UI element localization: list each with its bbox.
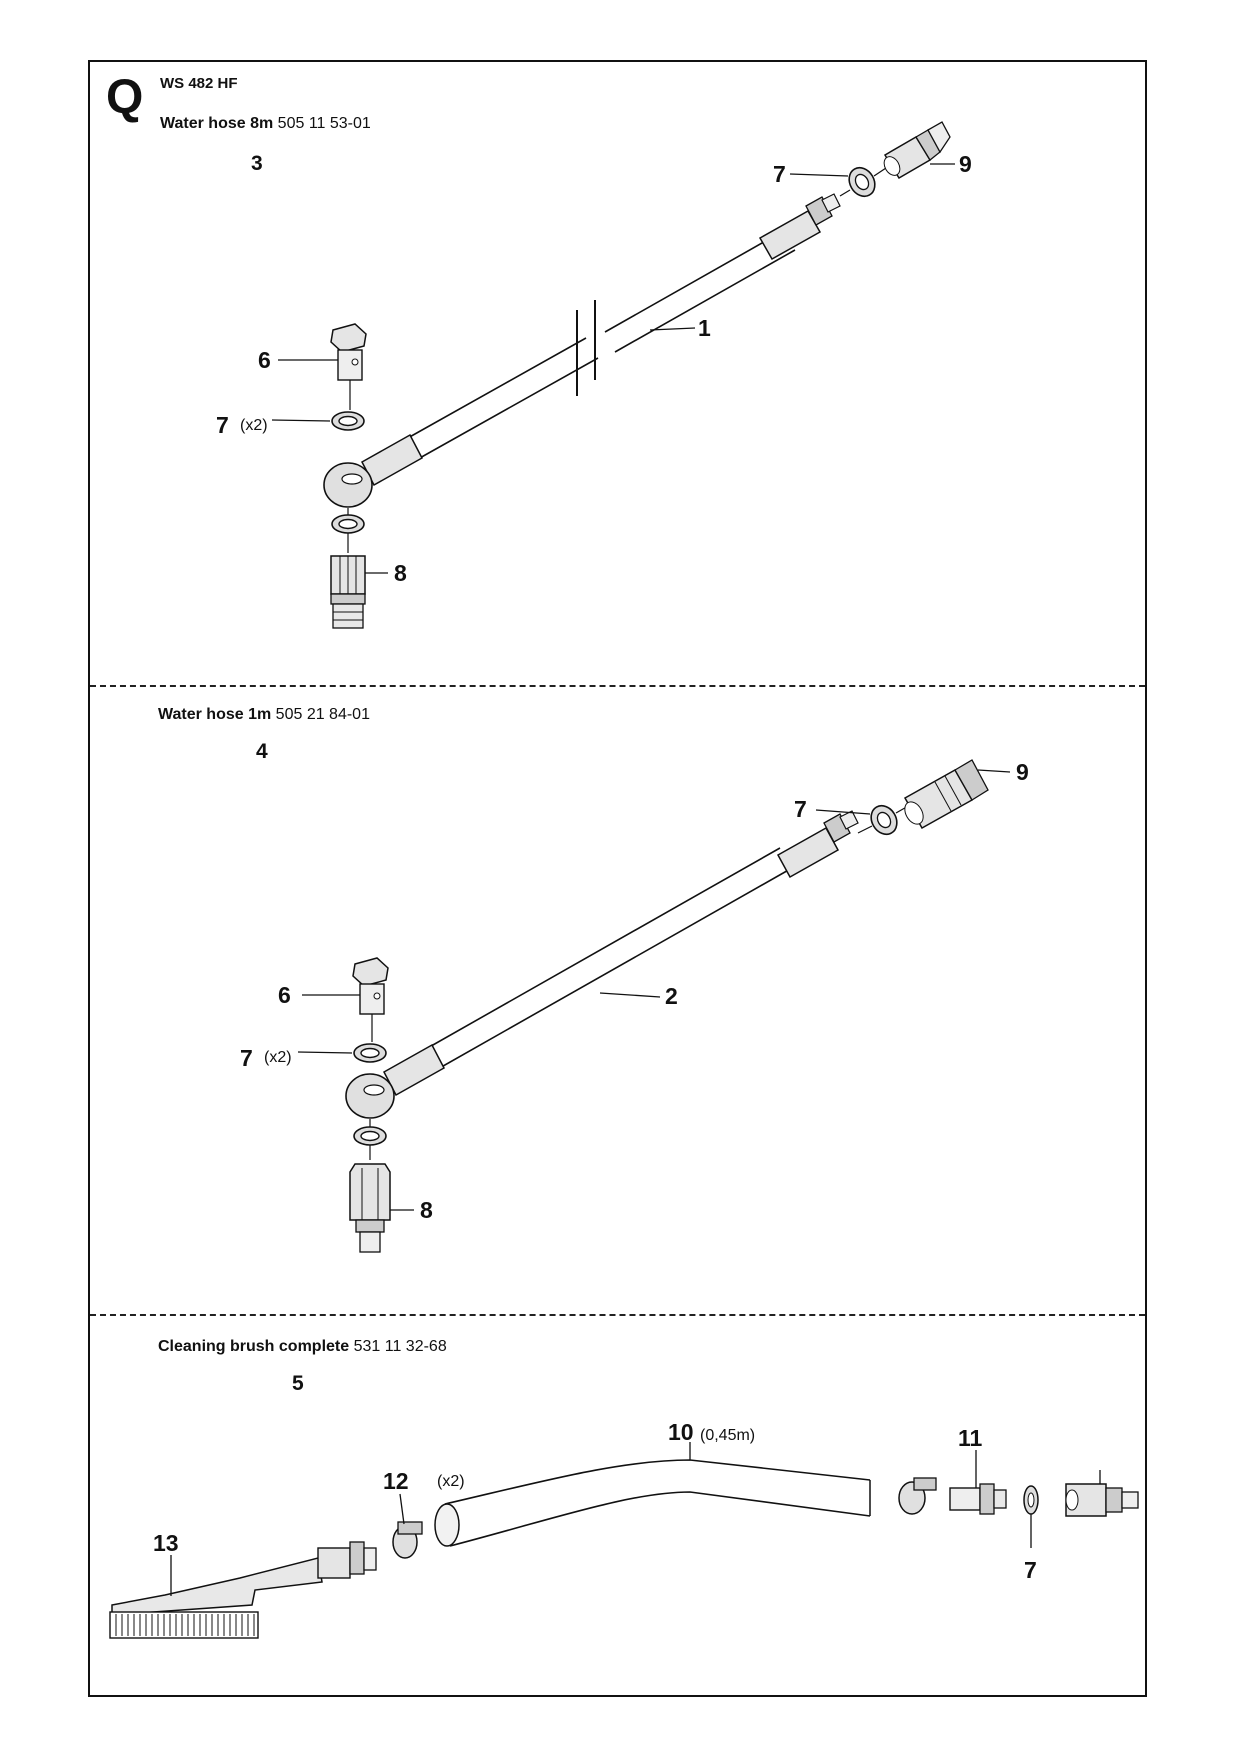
quick-coupling-part — [901, 760, 988, 828]
callout-quantity: (x2) — [264, 1049, 292, 1066]
callout-hose: 2 — [665, 983, 678, 1009]
hose-adapter-part — [950, 1484, 1006, 1514]
sealing-washer — [354, 1044, 386, 1062]
sealing-washer — [354, 1127, 386, 1145]
callout-coupling: 8 — [420, 1197, 433, 1223]
callout-clamp: 12 — [383, 1468, 409, 1494]
callout-bolt: 6 — [258, 347, 271, 373]
callout-quantity: (x2) — [437, 1473, 465, 1490]
callout-brush: 13 — [153, 1530, 179, 1556]
banjo-bolt-part — [331, 324, 366, 410]
hose-nipple-part — [881, 122, 950, 178]
cleaning-brush-assembly — [110, 1419, 1138, 1638]
callout-hose-length: (0,45m) — [700, 1427, 756, 1444]
hose-nipple-part — [1066, 1484, 1138, 1516]
hose-clamp-part — [393, 1522, 422, 1558]
water-hose-8m-assembly — [216, 122, 972, 628]
callout-quantity: (x2) — [240, 417, 268, 434]
water-hose-1m-assembly — [240, 759, 1029, 1252]
callout-adapter: 11 — [958, 1425, 983, 1451]
callout-washer-top: 7 — [794, 796, 807, 822]
callout-washer-top: 7 — [773, 161, 786, 187]
callout-washer: 7 — [1024, 1557, 1037, 1583]
callout-coupling-top: 9 — [1016, 759, 1029, 785]
section-name: Cleaning brush complete — [158, 1338, 350, 1355]
assembly-item-number: 4 — [256, 740, 268, 763]
section-part-number: 505 11 53-01 — [277, 115, 371, 132]
section-name: Water hose 1m — [158, 706, 272, 723]
hose-part — [346, 811, 858, 1118]
sealing-washer-top — [866, 801, 902, 839]
callout-nipple: 9 — [959, 151, 972, 177]
callout-washer: 7 — [240, 1045, 253, 1071]
hose-clamp-part — [899, 1478, 936, 1514]
callout-bolt: 6 — [278, 982, 291, 1008]
section-part-number: 531 11 32-68 — [353, 1338, 447, 1355]
brush-part — [110, 1542, 376, 1638]
assembly-item-number: 3 — [251, 152, 263, 175]
section-name: Water hose 8m — [160, 115, 274, 132]
sealing-washer — [332, 515, 364, 533]
callout-coupling: 8 — [394, 560, 407, 586]
section-part-number: 505 21 84-01 — [275, 706, 370, 723]
callout-washer: 7 — [216, 412, 229, 438]
banjo-bolt-part — [353, 958, 388, 1042]
sealing-washer — [1024, 1486, 1038, 1514]
sealing-washer — [332, 412, 364, 430]
model-name: WS 482 HF — [160, 75, 238, 92]
hose-part — [435, 1460, 870, 1546]
hose-coupling-part — [350, 1164, 390, 1252]
section-letter: Q — [106, 71, 144, 124]
callout-hose: 1 — [698, 315, 711, 341]
hose-part — [324, 194, 840, 507]
callout-hose: 10 — [668, 1419, 694, 1445]
quick-coupling-part — [331, 556, 365, 628]
sealing-washer-top — [844, 163, 880, 201]
assembly-item-number: 5 — [292, 1372, 304, 1395]
